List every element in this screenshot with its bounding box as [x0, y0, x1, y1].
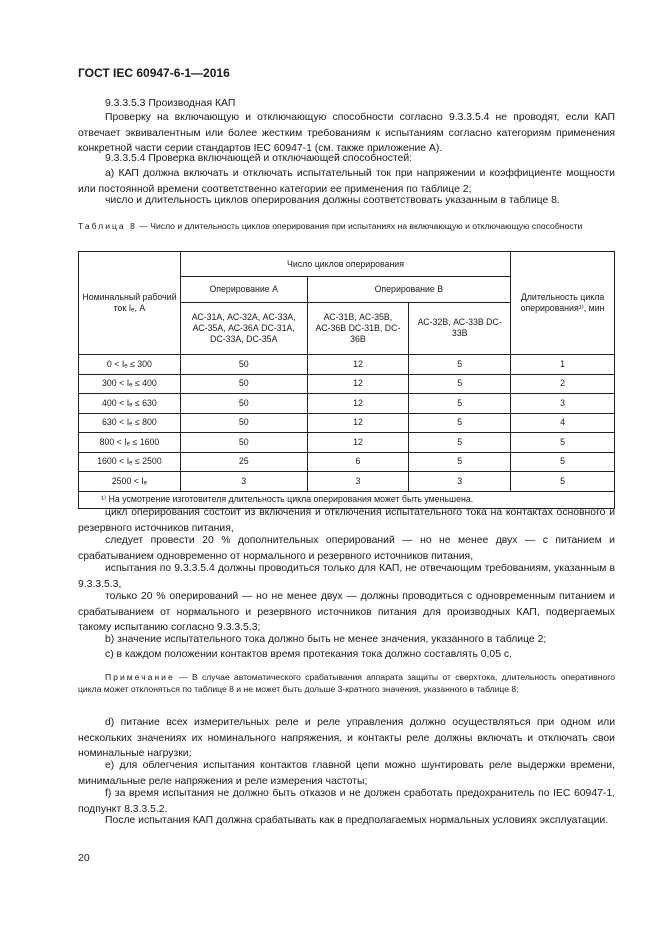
cell-op-a: 25 [180, 452, 307, 472]
cell-current: 400 < Iₑ ≤ 630 [79, 394, 181, 414]
header-categories-b1: АС-31В, АС-35В, АС-36В DC-31B, DC-36B [307, 302, 409, 354]
header-categories-b2: АС-32В, АС-33В DC-33B [409, 302, 511, 354]
cell-op-b2: 3 [409, 472, 511, 492]
cell-op-b1: 12 [307, 374, 409, 394]
header-rated-current: Номинальный рабочий ток Iₑ, А [79, 252, 181, 355]
cell-current: 1600 < Iₑ ≤ 2500 [79, 452, 181, 472]
cell-duration: 4 [511, 413, 615, 433]
cell-op-b1: 3 [307, 472, 409, 492]
cell-op-b2: 5 [409, 413, 511, 433]
paragraph-only-20: только 20 % оперирований — но не менее двух — должны проводиться с одновременным питанием и срабатыванием от нормального и резервного источников питания для производных КАП, подвергаемых такому испытанию согласно 9.3.3.5.3; [78, 591, 615, 633]
table-row [79, 452, 615, 472]
page-number: 20 [78, 852, 90, 864]
table-row [79, 472, 615, 492]
cell-current: 0 < Iₑ ≤ 300 [79, 355, 181, 375]
item-e: e) для облегчения испытания контактов главной цепи можно шунтировать реле выдержки времени, минимальные реле напряжения и реле измерения частоты; [78, 760, 615, 787]
cell-op-b1: 12 [307, 394, 409, 414]
cell-current: 2500 < Iₑ [79, 472, 181, 492]
paragraph-extra-ops: следует провести 20 % дополнительных оперирований — но не менее двух — с питанием и срабатыванием одновременно от нормального и резервного источников питания, [78, 535, 615, 562]
cell-duration: 2 [511, 374, 615, 394]
table-caption-label: Таблица 8 [78, 221, 137, 231]
header-duration: Длительность цикла оперирования¹⁾, мин [511, 252, 615, 355]
cell-op-a: 50 [180, 433, 307, 453]
table-footnote: ¹⁾ На усмотрение изготовителя длительность цикла оперирования может быть уменьшена. [79, 491, 615, 508]
cell-op-a: 50 [180, 374, 307, 394]
cell-op-b1: 6 [307, 452, 409, 472]
table-caption-text: — Число и длительность циклов оперирования при испытаниях на включающую и отключающую способности [136, 221, 583, 231]
header-categories-a: АС-31А, АС-32А, АС-33А, АС-35А, АС-36А DC-31A, DC-33A, DC-35A [180, 302, 307, 354]
note-label: Примечание [105, 672, 175, 682]
cell-op-b2: 5 [409, 355, 511, 375]
note [78, 671, 615, 695]
cell-duration: 5 [511, 433, 615, 453]
paragraph-cycles: число и длительность циклов оперирования должны соответствовать указанным в таблице 8. [105, 195, 560, 206]
table-caption [78, 220, 615, 232]
cell-op-a: 50 [180, 394, 307, 414]
section-title-9-3-3-5-4: 9.3.3.5.4 Проверка включающей и отключающей способностей: [105, 153, 413, 164]
table-row [79, 413, 615, 433]
header-cycles: Число циклов оперирования [180, 252, 510, 277]
cell-op-b2: 5 [409, 452, 511, 472]
table-row [79, 394, 615, 414]
document-header: ГОСТ IEC 60947-6-1—2016 [78, 66, 230, 80]
paragraph-after-test: После испытания КАП должна срабатывать как в предполагаемых нормальных условиях эксплуатации. [105, 815, 609, 826]
item-a: а) КАП должна включать и отключать испытательный ток при напряжении и коэффициенте мощности или постоянной времени соответственно категории ее применения по таблице 2; [78, 168, 615, 195]
item-d: d) питание всех измерительных реле и реле управления должно осуществляться при одном или нескольких значениях их номинального напряжения, и контакты реле должны включать и отключать свои номинальные нагрузки; [78, 717, 615, 759]
paragraph-cycle-def: цикл оперирования состоит из включения и отключения испытательного тока на контактах основного и резервного источников питания, [78, 507, 615, 534]
cell-duration: 5 [511, 472, 615, 492]
cell-op-b2: 5 [409, 394, 511, 414]
cell-op-b1: 12 [307, 433, 409, 453]
cell-op-a: 50 [180, 355, 307, 375]
cell-duration: 1 [511, 355, 615, 375]
cell-op-b1: 12 [307, 355, 409, 375]
section-title-9-3-3-5-3: 9.3.3.5.3 Производная КАП [105, 98, 236, 109]
header-op-b: Оперирование В [307, 277, 511, 302]
cell-current: 300 < Iₑ ≤ 400 [79, 374, 181, 394]
note-text: — В случае автоматического срабатывания аппарата защиты от сверхтока, длительность оперативного цикла может отклоняться по таблице 8 и не может быть дольше 3-кратного значения, указанного в таблице 8; [78, 672, 615, 694]
cell-op-a: 3 [180, 472, 307, 492]
cell-duration: 5 [511, 452, 615, 472]
table-row [79, 355, 615, 375]
paragraph-tests-only: испытания по 9.3.3.5.4 должны проводиться только для КАП, не отвечающим требованиям, указанным в 9.3.3.5.3, [78, 563, 615, 590]
table-row [79, 433, 615, 453]
table-row [79, 374, 615, 394]
item-b: b) значение испытательного тока должно быть не менее значения, указанного в таблице 2; [105, 634, 547, 645]
table-8 [78, 251, 615, 509]
item-c: c) в каждом положении контактов время протекания тока должно составлять 0,05 с. [105, 649, 512, 660]
cell-current: 630 < Iₑ ≤ 800 [79, 413, 181, 433]
cell-op-b2: 5 [409, 433, 511, 453]
header-op-a: Оперирование А [180, 277, 307, 302]
item-f: f) за время испытания не должно быть отказов и не должен сработать предохранитель по IEC 60947-1, подпункт 8.3.3.5.2. [78, 788, 615, 815]
cell-op-a: 50 [180, 413, 307, 433]
cell-duration: 3 [511, 394, 615, 414]
cell-op-b2: 5 [409, 374, 511, 394]
paragraph-derived-kap: Проверку на включающую и отключающую способности согласно 9.3.3.5.4 не проводят, если КАП отвечает эквивалентным или более жестким требованиям к испытаниям согласно категориям применения конкретной части серии стандартов IEC 60947-1 (см. также приложение А). [78, 112, 615, 154]
cell-op-b1: 12 [307, 413, 409, 433]
cell-current: 800 < Iₑ ≤ 1600 [79, 433, 181, 453]
